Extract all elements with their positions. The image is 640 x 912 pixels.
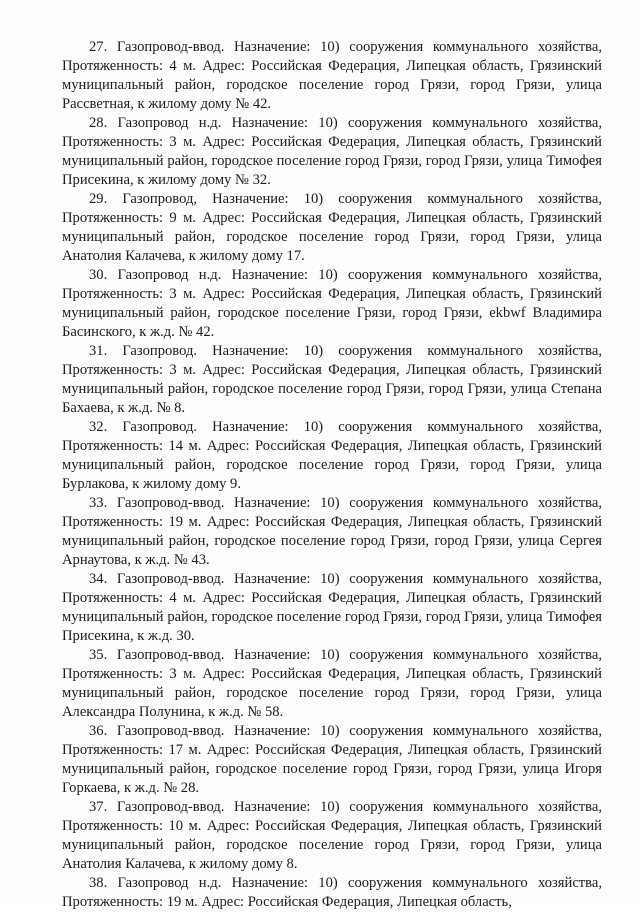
list-item: 27. Газопровод-ввод. Назначение: 10) сооружения коммунального хозяйства, Протяженность: 4 м. Адрес: Российская Федерация, Липецкая область, Грязинский муниципальный район, городское поселение город Грязи, город Грязи, улица Рассветная, к жилому дому № 42. xyxy=(62,39,602,112)
document-body xyxy=(62,38,602,912)
list-item: 29. Газопровод, Назначение: 10) сооружения коммунального хозяйства, Протяженность: 9 м. Адрес: Российская Федерация, Липецкая область, Грязинский муниципальный район, городское поселение город Грязи, город Грязи, улица Анатолия Калачева, к жилому дому 17. xyxy=(62,191,602,264)
list-item: 28. Газопровод н.д. Назначение: 10) сооружения коммунального хозяйства, Протяженность: 3 м. Адрес: Российская Федерация, Липецкая область, Грязинский муниципальный район, городское поселение город Грязи, город Грязи, улица Тимофея Присекина, к жилому дому № 32. xyxy=(62,115,602,188)
list-item: 32. Газопровод. Назначение: 10) сооружения коммунального хозяйства, Протяженность: 14 м. Адрес: Российская Федерация, Липецкая область, Грязинский муниципальный район, городское поселение город Грязи, город Грязи, улица Бурлакова, к жилому дому 9. xyxy=(62,419,602,492)
list-item: 37. Газопровод-ввод. Назначение: 10) сооружения коммунального хозяйства, Протяженность: 10 м. Адрес: Российская Федерация, Липецкая область, Грязинский муниципальный район, городское поселение город Грязи, город Грязи, улица Анатолия Калачева, к жилому дому 8. xyxy=(62,799,602,872)
list-item: 33. Газопровод-ввод. Назначение: 10) сооружения коммунального хозяйства, Протяженность: 19 м. Адрес: Российская Федерация, Липецкая область, Грязинский муниципальный район, городское поселение город Грязи, город Грязи, улица Сергея Арнаутова, к ж.д. № 43. xyxy=(62,495,602,568)
list-item: 35. Газопровод-ввод. Назначение: 10) сооружения коммунального хозяйства, Протяженность: 3 м. Адрес: Российская Федерация, Липецкая область, Грязинский муниципальный район, городское поселение город Грязи, город Грязи, улица Александра Полунина, к ж.д. № 58. xyxy=(62,647,602,720)
list-item: 36. Газопровод-ввод. Назначение: 10) сооружения коммунального хозяйства, Протяженность: 17 м. Адрес: Российская Федерация, Липецкая область, Грязинский муниципальный район, городское поселение город Грязи, город Грязи, улица Игоря Горкаева, к ж.д. № 28. xyxy=(62,723,602,796)
list-item: 38. Газопровод н.д. Назначение: 10) сооружения коммунального хозяйства, Протяженность: 19 м. Адрес: Российская Федерация, Липецкая область, xyxy=(62,875,602,910)
list-item: 31. Газопровод. Назначение: 10) сооружения коммунального хозяйства, Протяженность: 3 м. Адрес: Российская Федерация, Липецкая область, Грязинский муниципальный район, городское поселение город Грязи, город Грязи, улица Степана Бахаева, к ж.д. № 8. xyxy=(62,343,602,416)
list-item: 34. Газопровод-ввод. Назначение: 10) сооружения коммунального хозяйства, Протяженность: 4 м. Адрес: Российская Федерация, Липецкая область, Грязинский муниципальный район, городское поселение город Грязи, город Грязи, улица Тимофея Присекина, к ж.д. 30. xyxy=(62,571,602,644)
list-item: 30. Газопровод н.д. Назначение: 10) сооружения коммунального хозяйства, Протяженность: 3 м. Адрес: Российская Федерация, Липецкая область, Грязинский муниципальный район, городское поселение Грязи, город Грязи, ekbwf Владимира Басинского, к ж.д. № 42. xyxy=(62,267,602,340)
